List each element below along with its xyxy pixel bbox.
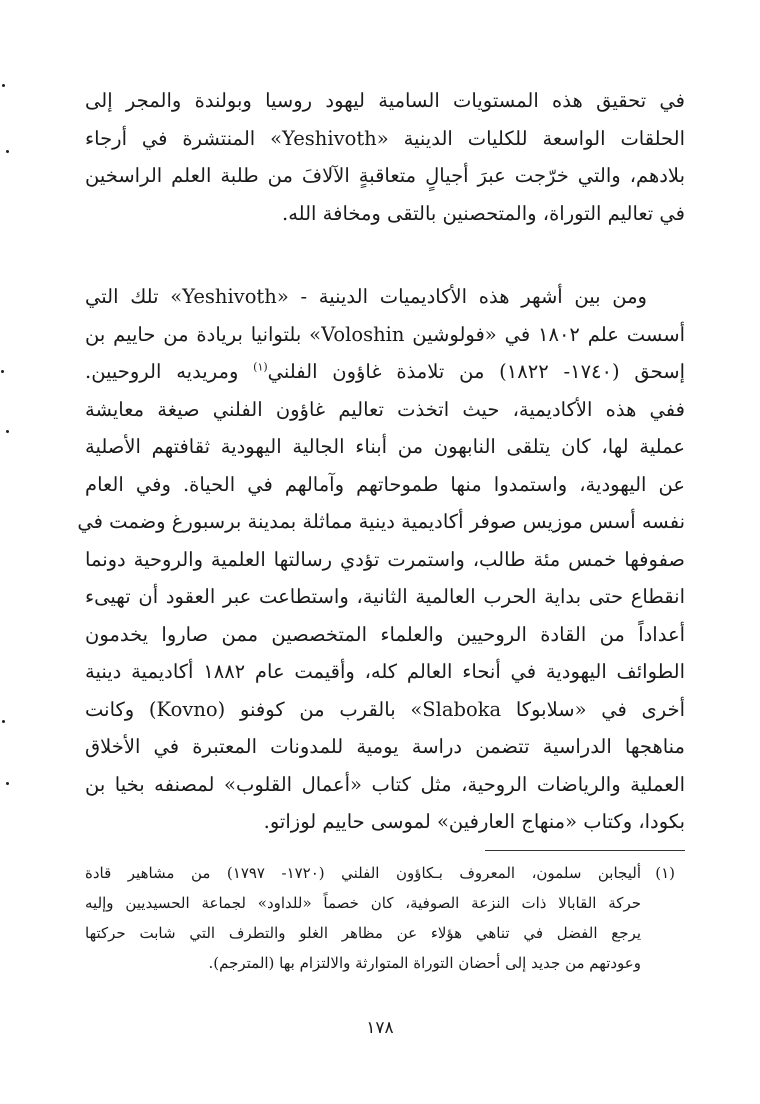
margin-dot bbox=[1, 370, 4, 373]
footnote-text: أليجابن سلمون، المعروف بـكاؤون الفلني (١٧٢٠- ١٧٩٧) من مشاهير قادة bbox=[85, 864, 641, 882]
text-line: بلادهم، والتي خرّجت عبرَ أجيالٍ متعاقبةٍ الآلافَ من طلبة العلم الراسخين bbox=[85, 164, 685, 187]
text-line: عملية لها، كان يتلقى النابهون من أبناء الجالية اليهودية ثقافتهم الأصلية bbox=[85, 435, 685, 458]
text-line: انقطاع حتى بداية الحرب العالمية الثانية، واستطاعت عبر العقود أن تهيىء bbox=[85, 585, 685, 608]
text-segment: ومريديه الروحيين. bbox=[85, 360, 239, 383]
footnote-number: (١) bbox=[655, 864, 675, 882]
margin-dot bbox=[2, 720, 5, 723]
text-line: أعداداً من القادة الروحيين والعلماء المتخصصين ممن صاروا يخدمون bbox=[85, 622, 685, 646]
text-line: أسست علم ١٨٠٢ في «فولوشين Voloshin» بلتوانيا بريادة من حاييم بن bbox=[85, 322, 686, 346]
text-line: في تحقيق هذه المستويات السامية ليهود روسيا وبولندة والمجر إلى bbox=[85, 89, 685, 112]
text-line: الطوائف اليهودية في أنحاء العالم كله، وأقيمت عام ١٨٨٢ أكاديمية دينية bbox=[85, 660, 685, 683]
footnote-line bbox=[85, 858, 675, 888]
footnote-marker[interactable]: (١) bbox=[253, 360, 268, 374]
margin-dot bbox=[6, 150, 9, 153]
footnote-line: يرجع الفضل في تناهي هؤلاء عن مظاهر الغلو والتطرف التي شابت حركتها bbox=[85, 924, 641, 942]
footnote-line: وعودتهم من جديد إلى أحضان التوراة المتوارثة والالتزام بها (المترجم). bbox=[208, 954, 641, 972]
footnote bbox=[85, 858, 675, 978]
text-line: أخرى في «سلابوكا Slaboka» بالقرب من كوفنو (Kovno) وكانت bbox=[85, 697, 685, 721]
text-line: صفوفها خمس مئة طالب، واستمرت تؤدي رسالتها العلمية والروحية دونما bbox=[85, 547, 685, 571]
page-number: ١٧٨ bbox=[366, 1018, 394, 1038]
margin-dot bbox=[2, 84, 5, 87]
text-line-with-note bbox=[85, 353, 685, 391]
paragraph-2 bbox=[77, 278, 686, 841]
text-line: مناهجها الدراسية تتضمن دراسة يومية للمدونات المعتبرة في الأخلاق bbox=[85, 735, 685, 758]
margin-dot bbox=[6, 782, 9, 785]
text-line: الحلقات الواسعة للكليات الدينية «Yeshivoth» المنتشرة في أرجاء bbox=[85, 126, 686, 150]
text-line: ومن بين أشهر هذه الأكاديميات الدينية - «Yeshivoth» تلك التي bbox=[85, 285, 647, 308]
text-line: ففي هذه الأكاديمية، حيث اتخذت تعاليم غاؤون الفلني صيغة معايشة bbox=[85, 397, 685, 421]
text-line: في تعاليم التوراة، والمتحصنين بالتقى ومخافة الله. bbox=[282, 201, 685, 225]
footnote-separator bbox=[485, 850, 685, 851]
paragraph-1 bbox=[85, 82, 685, 232]
footnote-line: حركة القابالا ذات النزعة الصوفية، كان خصماً «للداود» لجماعة الحسيديين وإليه bbox=[85, 894, 641, 912]
text-line: عن اليهودية، واستمدوا منها طموحاتهم وآمالهم في الحياة. وفي العام bbox=[85, 472, 685, 496]
text-segment: إسحق (١٧٤٠- ١٨٢٢) من تلامذة غاؤون الفلني bbox=[267, 360, 686, 383]
text-line: العملية والرياضات الروحية، مثل كتاب «أعمال القلوب» لمصنفه بخيا بن bbox=[85, 772, 685, 796]
margin-dot bbox=[6, 430, 9, 433]
text-line: نفسه أسس موزيس صوفر أكاديمية دينية مماثلة بمدينة برسبورغ وضمت في bbox=[77, 510, 685, 533]
text-line: بكودا، وكتاب «منهاج العارفين» لموسى حاييم لوزاتو. bbox=[263, 810, 685, 833]
main-text bbox=[77, 82, 686, 841]
